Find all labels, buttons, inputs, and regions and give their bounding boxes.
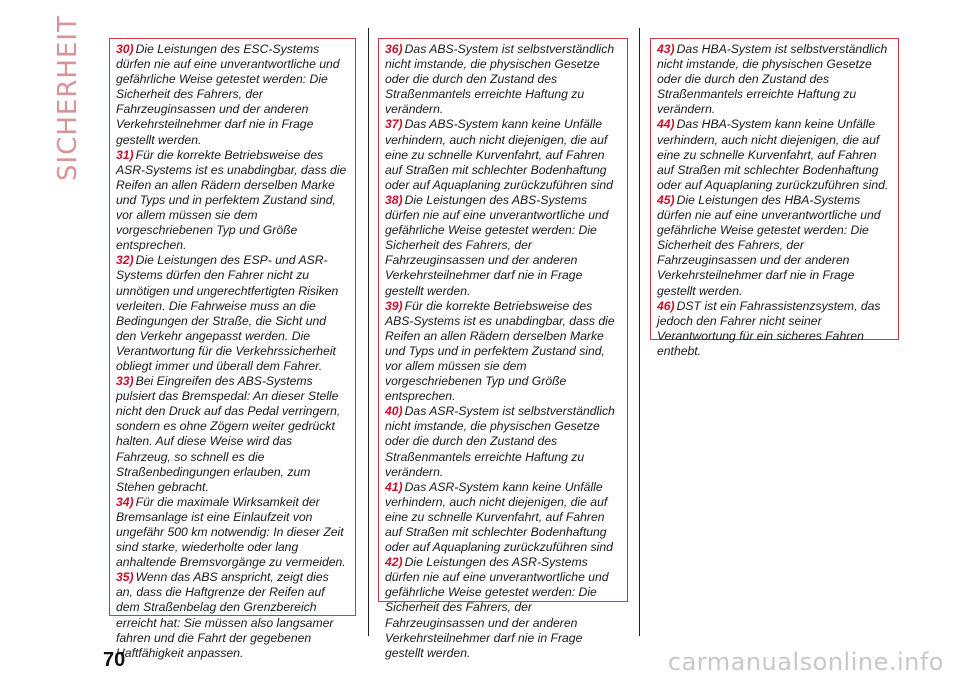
note-text: Die Leistungen des HBA-Systems dürfen nie auf eine unverantwortliche und gefährliche Weise getestet werden: Die Sicherheit des Fahrers, der Fahrzeuginsassen und der anderen Verkehrsteilnehmer darf nie in Frage gestellt werden. (657, 192, 881, 298)
note-text: Für die maximale Wirksamkeit der Bremsanlage ist eine Einlaufzeit von ungefähr 500 km notwendig: In dieser Zeit sind starke, wiederholte oder lang anhaltende Bremsvorgänge zu vermeiden. (116, 494, 346, 570)
note-entry (657, 117, 892, 192)
note-number: 35) (116, 570, 134, 585)
note-number: 37) (385, 117, 403, 132)
note-number: 40) (385, 404, 403, 419)
note-entry (116, 42, 349, 148)
note-entry (116, 148, 349, 254)
note-entry (385, 42, 621, 117)
note-text: DST ist ein Fahrassistenzsystem, das jedoch den Fahrer nicht seiner Verantwortung für ein sicheres Fahren enthebt. (657, 298, 881, 358)
note-text: Die Leistungen des ESC-Systems dürfen nie auf eine unverantwortliche und gefährliche Weise getestet werden: Die Sicherheit des Fahrers, der Fahrzeuginsassen und der anderen Verkehrsteilnehmer darf nie in Frage gestellt werden. (116, 42, 340, 147)
column-divider (639, 28, 640, 636)
note-number: 44) (657, 117, 675, 132)
note-text: Das ABS-System kann keine Unfälle verhindern, auch nicht diejenigen, die auf eine zu schnelle Kurvenfahrt, auf Fahren auf Straßen mit schlechter Bodenhaftung oder auf Aquaplaning zurückzuführen sind (385, 117, 613, 192)
warning-box-column-1 (109, 38, 356, 660)
watermark: carmanualsonline.info (667, 648, 944, 676)
note-entry (385, 480, 621, 555)
note-text: Das HBA-System kann keine Unfälle verhindern, auch nicht diejenigen, die auf eine zu schnelle Kurvenfahrt, auf Fahren auf Straßen mit schlechter Bodenhaftung oder auf Aquaplaning zurückzuführen sind. (657, 117, 889, 192)
note-number: 39) (385, 298, 403, 313)
note-entry (385, 555, 621, 661)
warning-box-column-2 (378, 38, 628, 660)
note-number: 42) (385, 555, 403, 570)
note-number: 46) (657, 298, 675, 313)
note-number: 45) (657, 192, 675, 207)
page-number: 70 (103, 649, 126, 671)
note-entry (385, 193, 621, 299)
note-text: Wenn das ABS anspricht, zeigt dies an, dass die Haftgrenze der Reifen auf dem Straßenbelag den Grenzbereich erreicht hat: Sie müssen also langsamer fahren und die Fahrt der gegebenen Haftfähigkeit anpassen. (116, 570, 334, 660)
note-entry (116, 253, 349, 374)
note-number: 31) (116, 147, 134, 162)
note-entry (385, 299, 621, 405)
note-text: Für die korrekte Betriebsweise des ABS-Systems ist es unabdingbar, dass die Reifen an allen Rädern derselben Marke und Typs und in perfektem Zustand sind, vor allem müssen sie dem vorgeschriebenen Typ und Größe entsprechen. (385, 298, 615, 404)
note-number: 32) (116, 253, 134, 268)
note-number: 41) (385, 479, 403, 494)
note-entry (385, 404, 621, 479)
warning-box-column-3 (650, 38, 899, 358)
note-entry (116, 495, 349, 570)
note-entry (657, 193, 892, 299)
note-entry (116, 570, 349, 661)
note-text: Das ABS-System ist selbstverständlich nicht imstande, die physischen Gesetze oder die durch den Zustand des Straßenmantels erreichte Haftung zu verändern. (385, 42, 615, 117)
note-text: Das HBA-System ist selbstverständlich nicht imstande, die physischen Gesetze oder die durch den Zustand des Straßenmantels erreichte Haftung zu verändern. (657, 42, 888, 117)
note-entry (657, 299, 892, 359)
note-number: 36) (385, 42, 403, 56)
note-number: 30) (116, 42, 134, 56)
note-number: 33) (116, 374, 134, 389)
note-number: 34) (116, 494, 134, 509)
note-text: Die Leistungen des ASR-Systems dürfen nie auf eine unverantwortliche und gefährliche Weise getestet werden: Die Sicherheit des Fahrers, der Fahrzeuginsassen und der anderen Verkehrsteilnehmer darf nie in Frage gestellt werden. (385, 555, 609, 660)
note-entry (657, 42, 892, 117)
section-title-text: SICHERHEIT (53, 15, 83, 181)
note-text: Für die korrekte Betriebsweise des ASR-Systems ist es unabdingbar, dass die Reifen an allen Rädern derselben Marke und Typs und in perfektem Zustand sind, vor allem müssen sie dem vorgeschriebenen Typ und Größe entsprechen. (116, 147, 347, 253)
note-text: Das ASR-System ist selbstverständlich nicht imstande, die physischen Gesetze oder die durch den Zustand des Straßenmantels erreichte Haftung zu verändern. (385, 404, 615, 479)
column-divider (368, 28, 369, 636)
note-text: Das ASR-System kann keine Unfälle verhindern, auch nicht diejenigen, die auf eine zu schnelle Kurvenfahrt, auf Fahren auf Straßen mit schlechter Bodenhaftung oder auf Aquaplaning zurückzuführen sind (385, 479, 613, 555)
note-number: 43) (657, 42, 675, 56)
note-text: Die Leistungen des ABS-Systems dürfen nie auf eine unverantwortliche und gefährliche Weise getestet werden: Die Sicherheit des Fahrers, der Fahrzeuginsassen und der anderen Verkehrsteilnehmer darf nie in Frage gestellt werden. (385, 192, 609, 298)
note-number: 38) (385, 192, 403, 207)
section-title (48, 15, 88, 181)
note-text: Die Leistungen des ESP- und ASR-Systems dürfen den Fahrer nicht zu unnötigen und ungerechtfertigten Risiken verleiten. Die Fahrweise muss an die Bedingungen der Straße, die Sicht und den Verkehr angepasst werden. Die Verantwortung für die Verkehrssicherheit obliegt immer und überall dem Fahrer. (116, 253, 339, 373)
note-entry (116, 374, 349, 495)
note-entry (385, 117, 621, 192)
note-text: Bei Eingreifen des ABS-Systems pulsiert das Bremspedal: An dieser Stelle nicht den Druck auf das Pedal verringern, sondern es ohne Zögern weiter gedrückt halten. Auf diese Weise wird das Fahrzeug, so schnell es die Straßenbedingungen erlauben, zum Stehen gebracht. (116, 374, 341, 494)
